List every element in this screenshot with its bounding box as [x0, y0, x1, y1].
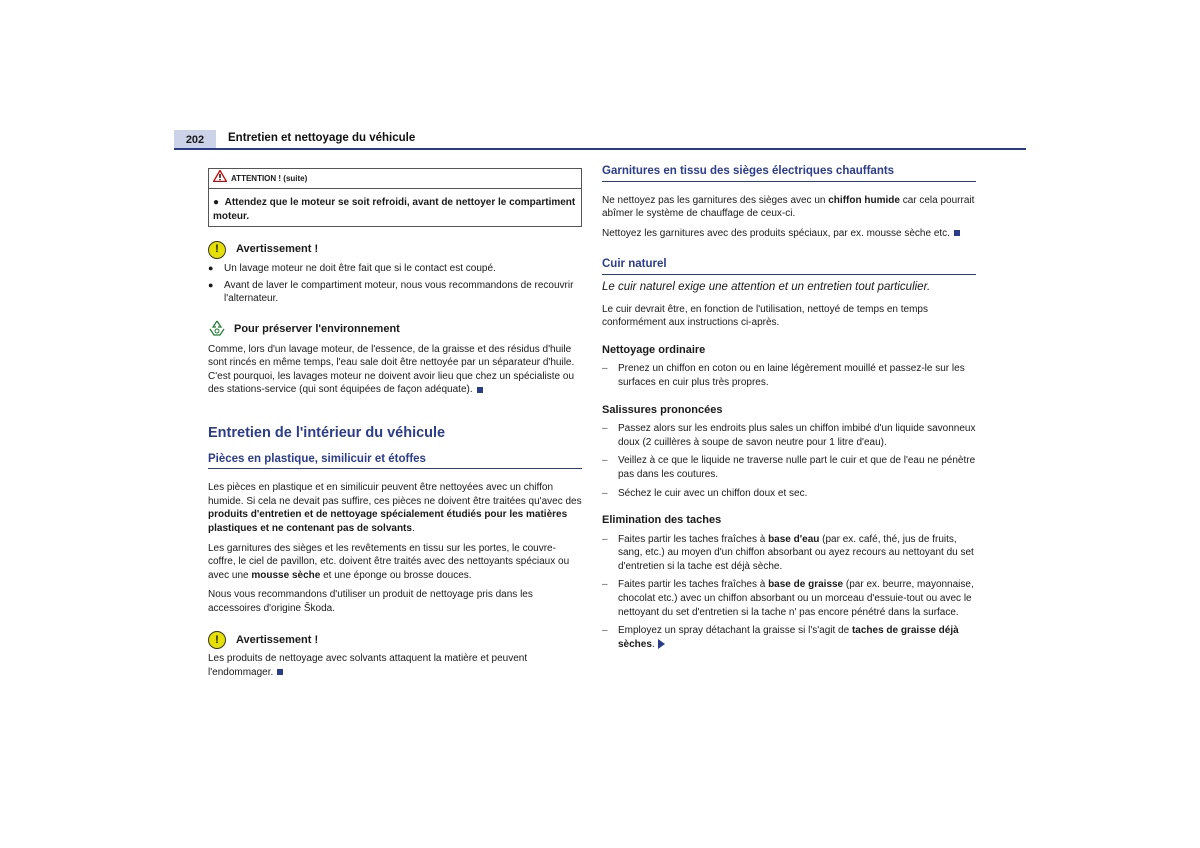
bullet-icon: ●: [208, 263, 214, 274]
text-run: Les garnitures des sièges et les revêtements en tissu sur les portes, le couvre-coffre, le ciel de pavillon, etc. doivent être traités avec des nettoyants spéciaux ou avec une: [208, 542, 570, 581]
warning-heading: [208, 241, 582, 259]
list-item: [602, 454, 976, 481]
dash-marker: –: [602, 423, 608, 435]
warning-title: Avertissement !: [236, 243, 319, 256]
dash-marker: –: [602, 579, 608, 591]
attention-text: Attendez que le moteur se soit refroidi, avant de nettoyer le compartiment moteur.: [213, 197, 576, 222]
text-run: (par ex. café, thé, jus de fruits, sang, etc.) au moyen d'un chiffon absorbant ou ayez recours au nettoyant du set d'entretien si la tache est déjà sèche.: [618, 533, 974, 572]
attention-header: [209, 169, 581, 189]
dash-marker: –: [602, 625, 608, 637]
environment-title: Pour préserver l'environnement: [234, 323, 400, 336]
text-run-bold: taches de graisse déjà sèches: [618, 625, 959, 650]
text-run-bold: mousse sèche: [251, 569, 321, 581]
leather-paragraph: Le cuir devrait être, en fonction de l'utilisation, nettoyé de temps en temps conformément aux instructions ci-après.: [602, 303, 928, 329]
list-item-text: [618, 578, 976, 619]
end-mark-icon: [477, 387, 483, 393]
heated-paragraph-2: [602, 227, 976, 241]
page-title: Entretien et nettoyage du véhicule: [228, 132, 416, 144]
text-run: et une éponge ou brosse douces.: [320, 569, 472, 581]
attention-body: [209, 189, 581, 226]
list-item-text: [618, 624, 976, 651]
environment-text: Comme, lors d'un lavage moteur, de l'essence, de la graisse et des résidus d'huile sont rincés en même temps, l'eau sale doit être nettoyée par un séparateur d'huile. C'est pourquoi, les lavages moteur ne doivent avoir lieu que chez un spécialiste ou des stations-service (qui sont équipées de façon adéquate).: [208, 343, 575, 396]
list-item: [602, 487, 976, 501]
list-item-text: Séchez le cuir avec un chiffon doux et sec.: [618, 487, 808, 499]
end-mark-icon: [277, 669, 283, 675]
warning-paragraph: [208, 652, 582, 679]
heated-paragraph-1: [602, 194, 976, 221]
text-run: Employez un spray détachant la graisse si l's'agit de: [618, 625, 852, 637]
leather-intro: Le cuir naturel exige une attention et un entretien tout particulier.: [602, 280, 931, 293]
stains-heading: Elimination des taches: [602, 514, 722, 527]
list-item-text: Avant de laver le compartiment moteur, nous vous recommandons de recouvrir l'alternateur.: [224, 279, 574, 305]
text-run: (par ex. beurre, mayonnaise, chocolat etc.) avec un chiffon absorbant ou un morceau d'essuie-tout ou avec le nettoyant du set d'entretien si la tache n' pas encore pénétré dans la surface.: [618, 579, 974, 618]
list-item: [208, 262, 582, 276]
ordinary-heading: Nettoyage ordinaire: [602, 343, 706, 356]
text-run: Les pièces en plastique et en similicuir peuvent être nettoyées avec un chiffon humide. Si cela ne devait pas suffire, ces pièces ne doivent être traitées qu'avec des: [208, 482, 582, 507]
text-run-bold: chiffon humide: [828, 194, 900, 206]
list-item: [602, 362, 976, 389]
page-number: 202: [174, 130, 216, 149]
dash-marker: –: [602, 487, 608, 499]
plastics-heading: Pièces en plastique, similicuir et étoffes: [208, 453, 582, 470]
dash-marker: –: [602, 455, 608, 467]
warning-heading: [208, 631, 582, 649]
heated-seats-heading: Garnitures en tissu des sièges électriques chauffants: [602, 165, 976, 182]
section-title: Entretien de l'intérieur du véhicule: [208, 424, 446, 441]
list-item: [208, 279, 582, 306]
bullet-icon: ●: [208, 279, 214, 290]
list-item-text: Un lavage moteur ne doit être fait que si le contact est coupé.: [224, 263, 496, 275]
continue-arrow-icon: [658, 639, 665, 649]
text-run: Nettoyez les garnitures avec des produits spéciaux, par ex. mousse sèche etc.: [602, 227, 950, 239]
exclamation-icon: !: [208, 631, 226, 649]
dirty-heading: Salissures prononcées: [602, 403, 723, 416]
plastics-paragraph-2: [208, 542, 582, 583]
list-item: [602, 624, 976, 651]
list-item-text: [618, 533, 976, 574]
dash-marker: –: [602, 363, 608, 375]
environment-paragraph: [208, 343, 582, 397]
list-item-text: Prenez un chiffon en coton ou en laine légèrement mouillé et passez-le sur les surfaces en cuir plus très propres.: [618, 363, 965, 388]
warning-title: Avertissement !: [236, 633, 319, 646]
text-run: .: [411, 522, 415, 534]
list-item: [602, 578, 976, 619]
leather-heading: Cuir naturel: [602, 258, 976, 275]
list-item: [602, 533, 976, 574]
right-column: [602, 165, 976, 651]
plastics-paragraph-1: [208, 481, 582, 535]
text-run: Ne nettoyez pas les garnitures des sièges avec un: [602, 194, 829, 206]
warning-triangle-icon: [213, 170, 227, 187]
plastics-paragraph-3: Nous vous recommandons d'utiliser un produit de nettoyage pris dans les accessoires d'origine Škoda.: [208, 589, 533, 614]
warning-text: Les produits de nettoyage avec solvants attaquent la matière et peuvent l'endommager.: [208, 653, 528, 679]
text-run-bold: produits d'entretien et de nettoyage spécialement étudiés pour les matières plastiques et ne contenant pas de solvants: [208, 509, 568, 534]
text-run: car cela pourrait abîmer le système de chauffage de ceux-ci.: [602, 194, 975, 220]
dash-marker: –: [602, 533, 608, 545]
left-column: [208, 168, 582, 680]
text-run: .: [651, 638, 655, 650]
exclamation-icon: !: [208, 241, 226, 259]
environment-heading: [208, 320, 582, 341]
text-run-bold: base d'eau: [768, 533, 820, 545]
list-item-text: Passez alors sur les endroits plus sales un chiffon imbibé d'un liquide savonneux doux (2 cuillères à soupe de savon neutre pour 1 litre d'eau).: [618, 423, 976, 448]
end-mark-icon: [954, 230, 960, 236]
list-item: [602, 422, 976, 449]
bullet-icon: ●: [213, 197, 225, 208]
text-run: Faites partir les taches fraîches à: [618, 579, 769, 591]
attention-box: [208, 168, 582, 227]
text-run: Faites partir les taches fraîches à: [618, 533, 769, 545]
list-item-text: Veillez à ce que le liquide ne traverse nulle part le cuir et que de l'eau ne pénètre pas dans les coutures.: [618, 455, 976, 480]
recycle-icon: [208, 320, 226, 341]
header-rule: [174, 148, 1026, 150]
text-run-bold: base de graisse: [768, 579, 844, 591]
attention-title: ATTENTION ! (suite): [231, 173, 308, 183]
